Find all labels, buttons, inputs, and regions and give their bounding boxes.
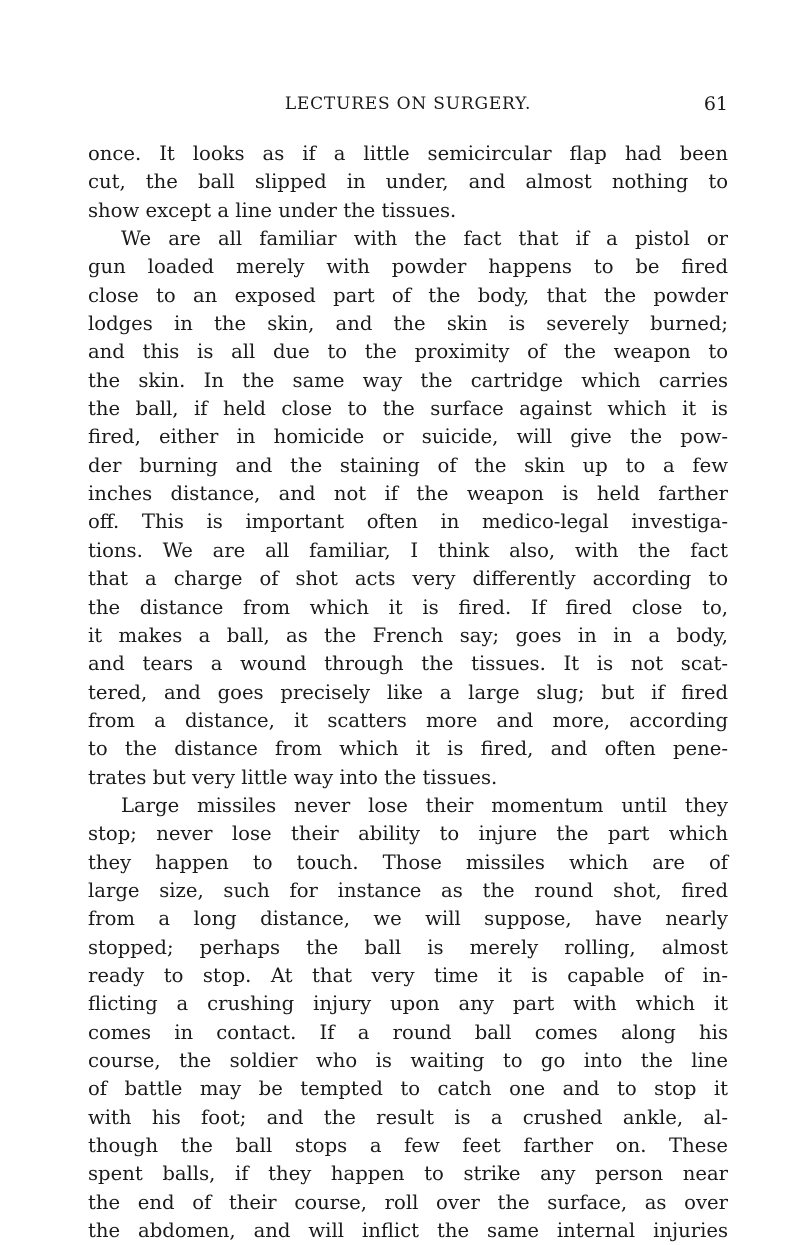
text-line: off. This is important often in medico-legal investiga- [88,510,728,534]
text-line: lodges in the skin, and the skin is severely burned; [88,312,728,336]
text-line: close to an exposed part of the body, that the powder [88,283,728,307]
text-line: der burning and the staining of the skin up to a few [88,453,728,477]
text-line: show except a line under the tissues. [88,198,457,222]
text-line: We are all familiar with the fact that if a pistol or [121,227,728,251]
text-line: it makes a ball, as the French say; goes in in a body, [88,623,728,647]
text-line: flicting a crushing injury upon any part with which it [88,992,728,1016]
text-line: stopped; perhaps the ball is merely rolling, almost [88,935,728,959]
text-line: of battle may be tempted to catch one and to stop it [88,1077,728,1101]
text-line: inches distance, and not if the weapon is held farther [88,482,728,506]
text-line: trates but very little way into the tissues. [88,765,498,789]
page-number: 61 [703,93,728,115]
text-line: tions. We are all familiar, I think also, with the fact [88,538,728,562]
text-line: from a distance, it scatters more and more, according [88,708,728,732]
text-line: spent balls, if they happen to strike any person near [88,1162,728,1186]
text-line: tered, and goes precisely like a large slug; but if fired [88,680,728,704]
text-line: though the ball stops a few feet farther on. These [88,1134,728,1158]
text-line: once. It looks as if a little semicircular flap had been [88,142,728,165]
text-line: that a charge of shot acts very differently according to [88,567,728,591]
text-line: the end of their course, roll over the surface, as over [88,1190,728,1214]
text-line: and tears a wound through the tissues. It is not scat- [88,652,728,676]
text-line: the ball, if held close to the surface against which it is [88,397,728,421]
text-line: Large missiles never lose their momentum until they [121,793,728,817]
text-line: with his foot; and the result is a crushed ankle, al- [88,1105,728,1129]
text-line: the abdomen, and will inflict the same internal injuries [88,1219,728,1243]
text-line: comes in contact. If a round ball comes along his [88,1020,728,1044]
text-line: fired, either in homicide or suicide, will give the pow- [88,425,728,449]
text-line: the distance from which it is fired. If fired close to, [88,595,728,619]
text-line: course, the soldier who is waiting to go into the line [88,1049,728,1072]
text-line: from a long distance, we will suppose, have nearly [88,907,728,931]
text-line: stop; never lose their ability to injure the part which [88,822,728,846]
text-line: the skin. In the same way the cartridge which carries [88,368,728,392]
text-line: cut, the ball slipped in under, and almost nothing to [88,170,728,194]
running-title: LECTURES ON SURGERY. [284,94,532,114]
body-text [88,140,728,1245]
text-line: large size, such for instance as the round shot, fired [88,878,728,902]
running-head [88,90,728,118]
text-line: and this is all due to the proximity of the weapon to [88,340,728,364]
text-line: gun loaded merely with powder happens to be fired [88,255,728,279]
text-line: they happen to touch. Those missiles which are of [88,850,728,874]
text-line: ready to stop. At that very time it is capable of in- [88,963,728,987]
text-line: to the distance from which it is fired, and often pene- [88,737,728,761]
